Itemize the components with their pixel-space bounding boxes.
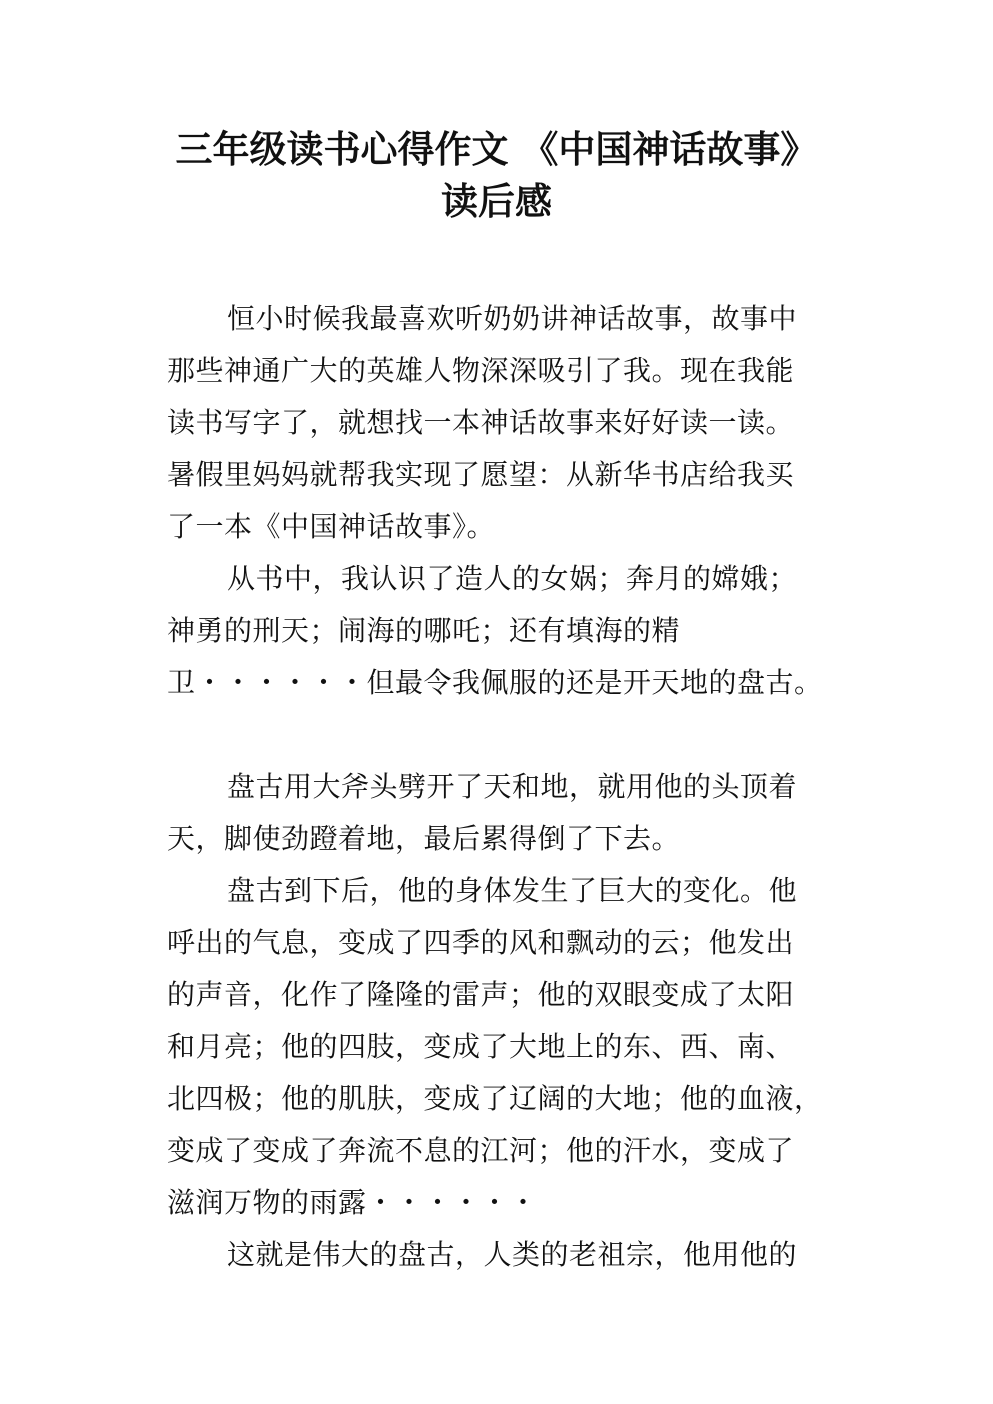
text-line-2: 那些神通广大的英雄人物深深吸引了我。现在我能 [167, 354, 795, 387]
document-title-line-1: 三年级读书心得作文 《中国神话故事》 [175, 128, 818, 171]
text-line-11: 盘古到下后，他的身体发生了巨大的变化。他 [227, 874, 798, 907]
text-line-5: 了一本《中国神话故事》。 [167, 510, 496, 543]
text-line-12: 呼出的气息，变成了四季的风和飘动的云；他发出 [167, 926, 795, 959]
text-line-4: 暑假里妈妈就帮我实现了愿望：从新华书店给我买 [167, 458, 795, 491]
text-line-18: 这就是伟大的盘古，人类的老祖宗，他用他的 [227, 1238, 798, 1271]
text-line-3: 读书写字了，就想找一本神话故事来好好读一读。 [167, 406, 795, 439]
text-line-16: 变成了变成了奔流不息的江河；他的汗水，变成了 [167, 1134, 795, 1167]
text-line-10: 天，脚使劲蹬着地，最后累得倒了下去。 [167, 822, 681, 855]
text-line-15: 北四极；他的肌肤，变成了辽阔的大地；他的血液， [167, 1082, 823, 1115]
text-line-8: 卫・・・・・・但最令我佩服的还是开天地的盘古。 [167, 666, 823, 699]
text-line-7: 神勇的刑天；闹海的哪吒；还有填海的精 [167, 614, 681, 647]
text-line-9: 盘古用大斧头劈开了天和地，就用他的头顶着 [227, 770, 798, 803]
text-line-1: 恒小时候我最喜欢听奶奶讲神话故事，故事中 [227, 302, 798, 335]
text-line-6: 从书中，我认识了造人的女娲；奔月的嫦娥； [227, 562, 798, 595]
text-line-17: 滋润万物的雨露・・・・・・ [167, 1186, 538, 1219]
text-line-14: 和月亮；他的四肢，变成了大地上的东、西、南、 [167, 1030, 795, 1063]
text-line-13: 的声音，化作了隆隆的雷声；他的双眼变成了太阳 [167, 978, 795, 1011]
document-title-line-2: 读后感 [441, 180, 552, 223]
